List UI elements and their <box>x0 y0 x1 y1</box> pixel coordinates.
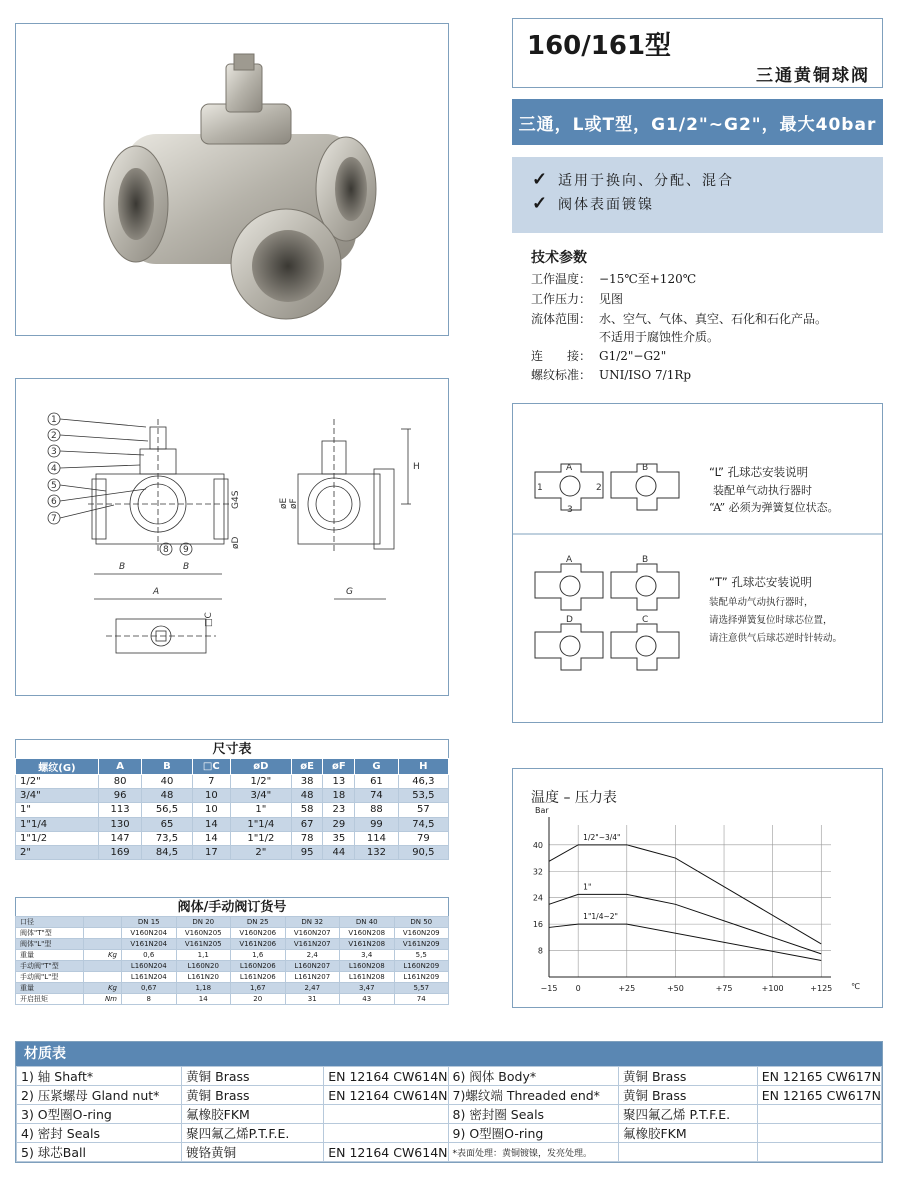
table-cell: Kg <box>84 950 122 961</box>
table-row <box>16 775 449 789</box>
table-row <box>17 1143 882 1162</box>
table-cell: Nm <box>84 994 122 1005</box>
table-row <box>17 1067 882 1086</box>
table-cell: V160N208 <box>340 928 395 939</box>
table-cell: 58 <box>291 803 323 817</box>
table-cell: 阀体"T"型 <box>16 928 84 939</box>
table-cell: 6) 阀体 Body* <box>448 1067 618 1086</box>
table-cell <box>84 928 122 939</box>
table-cell: 镀铬黄铜 <box>182 1143 324 1162</box>
dimension-label: A <box>153 587 160 597</box>
table-cell <box>84 972 122 983</box>
dimension-label: B <box>183 562 190 572</box>
series-label: 1"1/4~2" <box>583 912 618 922</box>
feature-item: ✓ 阀体表面镀镍 <box>532 193 654 214</box>
table-cell <box>757 1105 881 1124</box>
dimension-label: øE <box>279 497 289 509</box>
order-table-section <box>15 897 449 1005</box>
t-install-line: 装配单动气动执行器时， <box>709 597 814 608</box>
table-cell: V160N207 <box>285 928 340 939</box>
table-cell: 重量 <box>16 983 84 994</box>
column-header: øD <box>231 759 292 775</box>
callout-label: 8 <box>163 545 169 555</box>
valve-illustration <box>16 24 448 335</box>
table-cell: 1,18 <box>176 983 231 994</box>
table-cell <box>324 1124 448 1143</box>
y-tick-label: 32 <box>532 867 543 877</box>
table-cell: 3/4" <box>231 789 292 803</box>
table-row <box>16 845 449 859</box>
table-cell: L161N208 <box>340 972 395 983</box>
position-letter: D <box>566 615 573 625</box>
table-cell: L160N204 <box>122 961 177 972</box>
table-cell: 14 <box>192 817 230 831</box>
table-cell: 65 <box>142 817 192 831</box>
dimension-label: H <box>413 462 420 472</box>
table-cell: 44 <box>323 845 355 859</box>
y-tick-label: 8 <box>537 946 543 956</box>
table-cell <box>757 1143 881 1162</box>
table-cell: 113 <box>98 803 141 817</box>
table-cell <box>84 917 122 928</box>
table-cell: 0,6 <box>122 950 177 961</box>
table-row <box>16 983 449 994</box>
technical-drawing <box>15 378 449 696</box>
spec-row: 连 接： G1/2"−G2" <box>531 349 667 363</box>
check-icon: ✓ <box>532 193 550 214</box>
table-cell: V161N205 <box>176 939 231 950</box>
y-axis-label: Bar <box>535 806 549 815</box>
l-install-line: “A” 必须为弹簧复位状态。 <box>709 501 839 514</box>
table-cell: 2,47 <box>285 983 340 994</box>
callout-label: 5 <box>51 481 57 491</box>
x-axis-label: ℃ <box>851 982 860 991</box>
callout-label: 9 <box>183 545 189 555</box>
table-cell: 黄铜 Brass <box>182 1086 324 1105</box>
position-letter: A <box>566 463 573 473</box>
table-cell: DN 15 <box>122 917 177 928</box>
check-icon: ✓ <box>532 169 550 190</box>
product-photo <box>15 23 449 336</box>
table-cell: 1" <box>231 803 292 817</box>
column-header: G <box>355 759 398 775</box>
table-row <box>16 939 449 950</box>
table-cell: DN 32 <box>285 917 340 928</box>
table-cell: EN 12164 CW614N <box>324 1067 448 1086</box>
table-cell: 169 <box>98 845 141 859</box>
table-cell: 3/4" <box>16 789 99 803</box>
table-cell: L161N207 <box>285 972 340 983</box>
table-cell: 9) O型圈O-ring <box>448 1124 618 1143</box>
table-cell: 13 <box>323 775 355 789</box>
table-row <box>16 928 449 939</box>
table-cell: 114 <box>355 831 398 845</box>
table-cell: EN 12164 CW614N <box>324 1143 448 1162</box>
series-line <box>549 924 821 960</box>
table-cell: 黄铜 Brass <box>182 1067 324 1086</box>
table-cell: V160N206 <box>231 928 286 939</box>
t-install-title: “T” 孔球芯安装说明 <box>709 575 812 589</box>
table-cell: V160N204 <box>122 928 177 939</box>
table-cell: 78 <box>291 831 323 845</box>
table-cell: 7)螺纹端 Threaded end* <box>448 1086 618 1105</box>
table-cell: L160N20 <box>176 961 231 972</box>
series-label: 1/2"~3/4" <box>583 832 621 842</box>
dimension-table-title: 尺寸表 <box>15 739 449 758</box>
port-number: 1 <box>537 483 543 493</box>
column-header: H <box>398 759 448 775</box>
table-cell: 20 <box>231 994 286 1005</box>
table-cell: 4) 密封 Seals <box>17 1124 182 1143</box>
table-cell: 1/2" <box>231 775 292 789</box>
table-cell: V160N205 <box>176 928 231 939</box>
table-cell: 阀体"L"型 <box>16 939 84 950</box>
table-cell: 147 <box>98 831 141 845</box>
column-header: 螺纹(G) <box>16 759 99 775</box>
table-cell: 5,57 <box>394 983 449 994</box>
table-cell <box>757 1124 881 1143</box>
table-cell: 氟橡胶FKM <box>182 1105 324 1124</box>
spec-row: 工作温度： −15℃至+120℃ <box>531 272 697 286</box>
table-row <box>16 817 449 831</box>
table-cell: 48 <box>291 789 323 803</box>
table-cell: 31 <box>285 994 340 1005</box>
table-row <box>16 961 449 972</box>
table-cell: L160N208 <box>340 961 395 972</box>
table-cell: V161N206 <box>231 939 286 950</box>
table-cell: 23 <box>323 803 355 817</box>
table-cell: 10 <box>192 803 230 817</box>
table-cell: 38 <box>291 775 323 789</box>
table-cell: 46,3 <box>398 775 448 789</box>
installation-panel <box>512 403 883 723</box>
table-cell: 10 <box>192 789 230 803</box>
table-cell: 74 <box>394 994 449 1005</box>
y-tick-label: 40 <box>532 840 543 850</box>
table-cell: 3,4 <box>340 950 395 961</box>
table-cell: L161N20 <box>176 972 231 983</box>
table-cell <box>324 1105 448 1124</box>
spec-banner: 三通，L或T型，G1/2"~G2"，最大40bar <box>512 99 883 145</box>
table-cell: EN 12164 CW614N <box>324 1086 448 1105</box>
x-tick-label: 0 <box>575 984 581 993</box>
table-cell: 74,5 <box>398 817 448 831</box>
table-cell: 74 <box>355 789 398 803</box>
table-cell: V161N208 <box>340 939 395 950</box>
table-cell: 聚四氟乙烯 P.T.F.E. <box>618 1105 757 1124</box>
dimension-label: øD <box>231 536 241 549</box>
installation-svg <box>513 404 882 722</box>
table-cell: Kg <box>84 983 122 994</box>
t-install-line: 请选择弹簧复位时球芯位置， <box>709 615 833 626</box>
table-cell: 0,67 <box>122 983 177 994</box>
materials-title: 材质表 <box>16 1042 882 1066</box>
materials-table <box>16 1066 882 1162</box>
table-cell: V161N209 <box>394 939 449 950</box>
column-header: □C <box>192 759 230 775</box>
table-cell: 8) 密封圈 Seals <box>448 1105 618 1124</box>
table-row <box>16 917 449 928</box>
table-cell: 1"1/4 <box>16 817 99 831</box>
table-cell: 48 <box>142 789 192 803</box>
table-cell: L160N206 <box>231 961 286 972</box>
table-cell: 8 <box>122 994 177 1005</box>
table-cell: 53,5 <box>398 789 448 803</box>
column-header: øF <box>323 759 355 775</box>
callout-label: 4 <box>51 464 57 474</box>
product-subtitle: 三通黄铜球阀 <box>756 66 870 86</box>
specs-title: 技术参数 <box>531 250 587 266</box>
drawing-svg <box>16 379 448 695</box>
position-letter: A <box>566 555 573 565</box>
table-cell: 氟橡胶FKM <box>618 1124 757 1143</box>
table-cell: 18 <box>323 789 355 803</box>
callout-label: 1 <box>51 415 57 425</box>
table-cell: 29 <box>323 817 355 831</box>
table-cell: 73,5 <box>142 831 192 845</box>
table-cell: 14 <box>192 831 230 845</box>
table-cell: 43 <box>340 994 395 1005</box>
table-cell: V161N207 <box>285 939 340 950</box>
dimension-table-section <box>15 739 449 860</box>
table-cell: 96 <box>98 789 141 803</box>
table-cell: V161N204 <box>122 939 177 950</box>
table-cell: DN 20 <box>176 917 231 928</box>
spec-row: 不适用于腐蚀性介质。 <box>599 330 720 344</box>
table-cell: 7 <box>192 775 230 789</box>
table-cell: 2) 压紧螺母 Gland nut* <box>17 1086 182 1105</box>
table-cell: 聚四氟乙烯P.T.F.E. <box>182 1124 324 1143</box>
x-tick-label: +100 <box>761 984 784 993</box>
table-cell: 14 <box>176 994 231 1005</box>
position-letter: B <box>642 463 649 473</box>
table-row <box>17 1086 882 1105</box>
table-cell <box>84 961 122 972</box>
table-cell: 3) O型圈O-ring <box>17 1105 182 1124</box>
pressure-temperature-chart <box>512 768 883 1008</box>
table-cell: 1"1/2 <box>231 831 292 845</box>
table-cell: 1,67 <box>231 983 286 994</box>
table-cell: 黄铜 Brass <box>618 1086 757 1105</box>
x-tick-label: +50 <box>666 984 684 993</box>
table-cell: 1"1/4 <box>231 817 292 831</box>
table-cell: 2" <box>231 845 292 859</box>
t-install-line: 请注意供气后球芯逆时针转动。 <box>709 633 843 644</box>
table-cell: 1,6 <box>231 950 286 961</box>
table-cell: 3,47 <box>340 983 395 994</box>
table-cell: 67 <box>291 817 323 831</box>
table-cell: 5) 球芯Ball <box>17 1143 182 1162</box>
table-cell: EN 12165 CW617N <box>757 1067 881 1086</box>
table-row <box>16 803 449 817</box>
table-cell: 80 <box>98 775 141 789</box>
y-tick-label: 16 <box>532 920 543 930</box>
spec-row: 螺纹标准： UNI/ISO 7/1Rp <box>531 368 692 382</box>
table-cell: 40 <box>142 775 192 789</box>
table-row <box>17 1105 882 1124</box>
x-tick-label: +125 <box>810 984 833 993</box>
table-cell: 84,5 <box>142 845 192 859</box>
table-cell: 开启扭矩 <box>16 994 84 1005</box>
table-cell: EN 12165 CW617N <box>757 1086 881 1105</box>
x-tick-label: +25 <box>618 984 636 993</box>
table-cell: 88 <box>355 803 398 817</box>
table-cell: L160N207 <box>285 961 340 972</box>
column-header: øE <box>291 759 323 775</box>
l-install-title: “L” 孔球芯安装说明 <box>709 465 809 479</box>
callout-label: 6 <box>51 497 57 507</box>
position-letter: B <box>642 555 649 565</box>
table-cell: 重量 <box>16 950 84 961</box>
feature-item: ✓ 适用于换向、分配、混合 <box>532 169 734 190</box>
table-cell: 79 <box>398 831 448 845</box>
column-header: B <box>142 759 192 775</box>
materials-section <box>15 1041 883 1163</box>
port-number: 3 <box>567 505 573 515</box>
x-tick-label: −15 <box>540 984 558 993</box>
callout-label: 3 <box>51 447 57 457</box>
table-cell: L161N209 <box>394 972 449 983</box>
column-header: A <box>98 759 141 775</box>
title-card <box>512 18 883 88</box>
dimension-label: øF <box>289 498 299 509</box>
position-letter: C <box>642 615 649 625</box>
table-cell: 手动阀"L"型 <box>16 972 84 983</box>
spec-row: 工作压力： 见图 <box>531 292 624 306</box>
table-cell: *表面处理：黄铜镀镍，发亮处理。 <box>448 1143 618 1162</box>
callout-label: 7 <box>51 514 57 524</box>
table-cell <box>84 939 122 950</box>
table-row <box>16 789 449 803</box>
table-cell: DN 50 <box>394 917 449 928</box>
spec-row: 流体范围： 水、空气、气体、真空、石化和石化产品。 <box>531 312 828 326</box>
table-cell: 1,1 <box>176 950 231 961</box>
l-install-line: 装配单气动执行器时 <box>713 484 812 497</box>
table-row <box>16 831 449 845</box>
table-row <box>16 950 449 961</box>
table-row <box>16 994 449 1005</box>
chart-svg <box>513 769 882 1007</box>
table-cell: 35 <box>323 831 355 845</box>
table-row <box>17 1124 882 1143</box>
table-cell: 130 <box>98 817 141 831</box>
dimension-label: B <box>119 562 126 572</box>
table-cell: 1/2" <box>16 775 99 789</box>
table-cell: 1) 轴 Shaft* <box>17 1067 182 1086</box>
y-tick-label: 24 <box>532 893 543 903</box>
table-cell: 手动阀"T"型 <box>16 961 84 972</box>
table-cell: 99 <box>355 817 398 831</box>
chart-title: 温度 – 压力表 <box>531 790 617 806</box>
table-cell: 口径 <box>16 917 84 928</box>
port-number: 2 <box>596 483 602 493</box>
table-cell <box>618 1143 757 1162</box>
table-cell: 黄铜 Brass <box>618 1067 757 1086</box>
dimension-label: G4S <box>231 490 241 509</box>
table-cell: 2" <box>16 845 99 859</box>
table-cell: 57 <box>398 803 448 817</box>
table-cell: L161N206 <box>231 972 286 983</box>
order-table-title: 阀体/手动阀订货号 <box>15 897 449 916</box>
table-cell: 1"1/2 <box>16 831 99 845</box>
series-label: 1" <box>583 882 592 892</box>
dimension-table <box>15 758 449 860</box>
table-cell: 56,5 <box>142 803 192 817</box>
callout-label: 2 <box>51 431 57 441</box>
table-cell: V160N209 <box>394 928 449 939</box>
table-cell: L160N209 <box>394 961 449 972</box>
table-cell: 95 <box>291 845 323 859</box>
table-cell: DN 25 <box>231 917 286 928</box>
order-table <box>15 916 449 1005</box>
table-cell: 90,5 <box>398 845 448 859</box>
table-cell: 2,4 <box>285 950 340 961</box>
features-panel <box>512 157 883 233</box>
table-cell: 17 <box>192 845 230 859</box>
table-cell: 5,5 <box>394 950 449 961</box>
x-tick-label: +75 <box>715 984 733 993</box>
model-title: 160/161型 <box>527 31 672 61</box>
table-cell: 61 <box>355 775 398 789</box>
dimension-label: □C <box>204 612 214 627</box>
table-cell: DN 40 <box>340 917 395 928</box>
table-cell: L161N204 <box>122 972 177 983</box>
table-cell: 1" <box>16 803 99 817</box>
table-row <box>16 972 449 983</box>
dimension-label: G <box>346 587 353 597</box>
table-cell: 132 <box>355 845 398 859</box>
